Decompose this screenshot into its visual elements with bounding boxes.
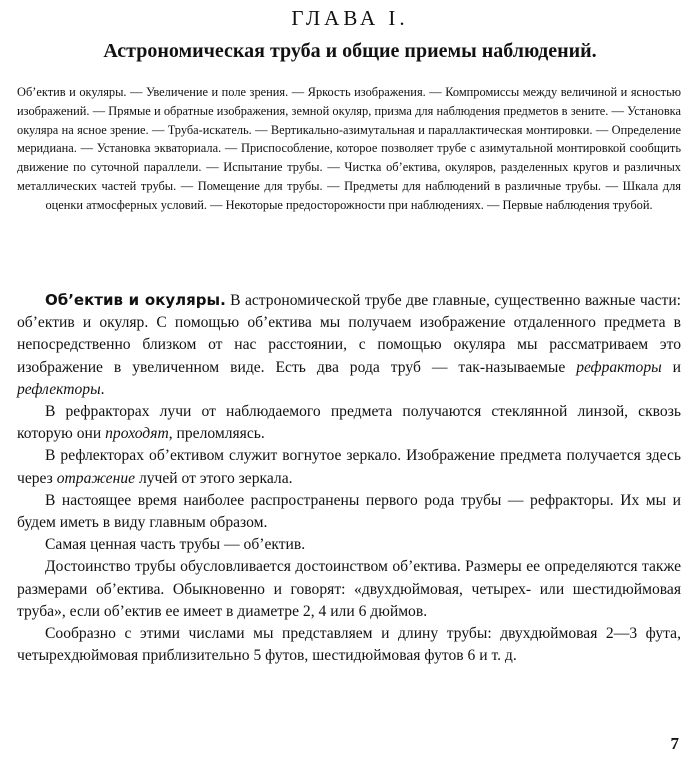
paragraph-2-text-b: , преломляясь. <box>168 425 265 443</box>
term-pass-through: проходят <box>105 425 169 443</box>
paragraph-1-text-c: . <box>100 380 105 398</box>
chapter-body <box>17 289 681 667</box>
paragraph-1-text-b: и <box>661 358 681 376</box>
paragraph-3-text-a: В рефлекторах об’ективом служит вогнутое зеркало. Изображение предмета получается здесь через <box>17 447 681 487</box>
term-reflectors: рефлекторы <box>17 380 101 398</box>
paragraph-1-text-a: В астрономической трубе две главные, существенно важные части: об’ектив и окуляр. С помощью об’ектива мы получаем изображение отдаленного предмета в непосредственно близком от нас расстоянии, с помощью окуляра мы рассматриваем это изображение в увеличенном виде. Есть два рода труб — так-называемые <box>17 292 681 376</box>
paragraph-2 <box>17 401 681 445</box>
paragraph-3 <box>17 445 681 489</box>
chapter-label: ГЛАВА I. <box>291 6 409 30</box>
paragraph-2-text-a: В рефракторах лучи от наблюдаемого предмета получаются стеклянной линзой, сквозь которую они <box>17 403 681 443</box>
paragraph-7: Сообразно с этими числами мы представляем и длину трубы: двухдюймовая 2—3 фута, четырехдюймовая приблизительно 5 футов, шестидюймовая футов 6 и т. д. <box>17 625 681 665</box>
term-refractors: рефракторы <box>576 358 662 376</box>
paragraph-4: В настоящее время наиболее распространены первого рода трубы — рефракторы. Их мы и будем иметь в виду главным образом. <box>17 491 681 532</box>
paragraph-5: Самая ценная часть трубы — об’ектив. <box>45 536 306 554</box>
paragraph-6: Достоинство трубы обусловливается достоинством об’ектива. Размеры ее определяются также размерами об’ектива. Обыкновенно и говорят: «двухдюймовая, четырех- или шестидюймовая труба», если об’ектив ее имеет в диаметре 2, 4 или 6 дюймов. <box>17 558 681 620</box>
section-heading: Об’ектив и окуляры. <box>45 291 226 309</box>
chapter-summary: Об’ектив и окуляры. — Увеличение и поле зрения. — Яркость изображения. — Компромиссы между величиной и ясностью изображений. — Прямые и обратные изображения, земной окуляр, призма для наблюдения предметов в зените. — Установка окуляра на ясное зрение. — Труба-искатель. — Вертикально-азимутальная и параллактическая монтировки. — Определение меридиана. — Установка экваториала. — Приспособление, которое позволяет трубе с азимутальной монтировкой сообщить движение по суточной параллели. — Испытание трубы. — Чистка об’ектива, окуляров, разделенных кругов и различных металлических частей трубы. — Помещение для трубы. — Предметы для наблюдений в различные трубы. — Шкала для оценки атмосферных условий. — Некоторые предосторожности при наблюдениях. — Первые наблюдения трубой. <box>17 85 681 212</box>
paragraph-3-text-b: лучей от этого зеркала. <box>135 469 293 487</box>
term-reflection: отражение <box>56 469 136 487</box>
chapter-title: Астрономическая труба и общие приемы наблюдений. <box>103 40 597 62</box>
page-number: 7 <box>670 734 679 753</box>
paragraph-1 <box>17 289 681 401</box>
